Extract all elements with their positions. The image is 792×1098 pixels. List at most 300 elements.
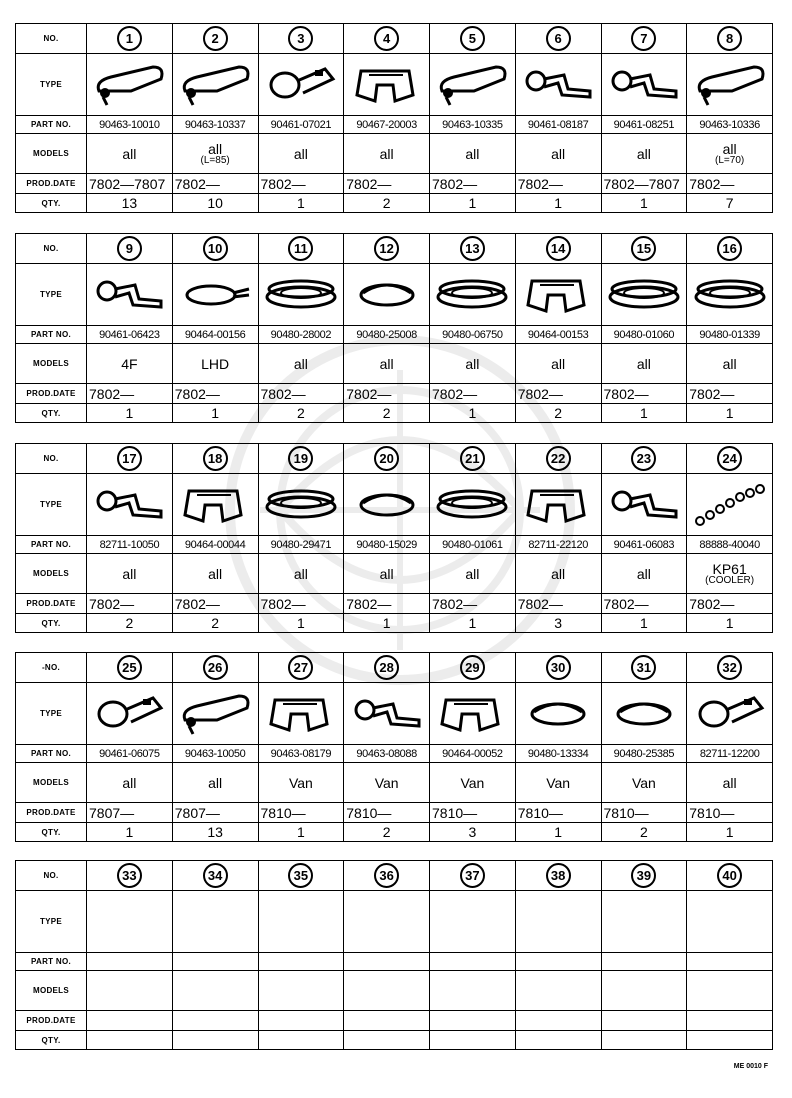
item-number-cell: [172, 653, 258, 683]
model-text: all: [208, 774, 223, 791]
part-type-cell: [601, 54, 687, 116]
prod-date: 7802—: [517, 175, 563, 192]
models-cell: [172, 971, 258, 1011]
model-text: all: [122, 145, 137, 162]
item-number-badge: 30: [546, 655, 571, 680]
models-cell: [87, 134, 173, 174]
clip-icon: [349, 61, 425, 109]
row-label-type: [16, 474, 87, 536]
model-text: all: [208, 565, 223, 582]
item-number-cell: [687, 861, 773, 891]
models-cell: [344, 134, 430, 174]
item-number-badge: 23: [631, 446, 656, 471]
prod-date-cell: [515, 1011, 601, 1031]
qty-value: 3: [554, 615, 563, 631]
qty-value: 1: [125, 405, 134, 421]
model-text: all: [722, 355, 737, 372]
qty-cell: [687, 404, 773, 423]
models-cell: [87, 344, 173, 384]
bracket-clamp-icon: [349, 690, 425, 738]
part-number: 82711-22120: [528, 538, 588, 551]
part-number-cell: [87, 326, 173, 344]
row-prod-date: [16, 1011, 773, 1031]
prod-date-cell: [601, 803, 687, 823]
row-label-qty: [16, 823, 87, 842]
item-number-badge: 7: [631, 26, 656, 51]
part-number-cell: [687, 953, 773, 971]
row-qty: [16, 404, 773, 423]
item-number-badge: 31: [631, 655, 656, 680]
part-number: 82711-12200: [699, 747, 760, 760]
part-type-cell: [344, 683, 430, 745]
model-text: all: [636, 565, 651, 582]
prod-date: 7802—: [432, 385, 478, 402]
models-cell: [344, 763, 430, 803]
row-label-text: NO.: [43, 244, 59, 253]
item-number-cell: [344, 234, 430, 264]
qty-value: 2: [382, 405, 391, 421]
prod-date: 7802—: [89, 595, 135, 612]
row-part-no: [16, 953, 773, 971]
grommet-icon: [434, 271, 510, 319]
prod-date: 7802—: [603, 385, 649, 402]
part-number: 90480-01061: [442, 538, 503, 551]
prod-date: 7802—: [517, 385, 563, 402]
part-number: 90461-07021: [270, 118, 332, 131]
item-number-badge: 32: [717, 655, 742, 680]
model-text: all: [722, 774, 737, 791]
model-text: all: [379, 145, 394, 162]
part-number: 90467-20003: [356, 118, 417, 131]
part-number-cell: [258, 326, 344, 344]
qty-cell: [87, 194, 173, 213]
item-number-badge: 8: [717, 26, 742, 51]
wire-clamp-icon: [91, 690, 167, 738]
qty-cell: [515, 404, 601, 423]
part-type-cell: [172, 474, 258, 536]
p-clamp-with-bolt-icon: [91, 61, 167, 109]
item-number-badge: 2: [203, 26, 228, 51]
prod-date-cell: [601, 1011, 687, 1031]
model-text: all: [465, 355, 480, 372]
part-type-cell: [87, 474, 173, 536]
item-number-badge: 33: [117, 863, 142, 888]
qty-value: 1: [725, 405, 734, 421]
models-cell: [258, 971, 344, 1011]
part-type-cell: [172, 891, 258, 953]
row-no: [16, 24, 773, 54]
prod-date: 7802—: [689, 385, 735, 402]
row-label-text: QTY.: [41, 827, 61, 837]
model-text: all: [636, 145, 651, 162]
item-number-cell: [87, 234, 173, 264]
row-label-prod-date: [16, 174, 87, 194]
prod-date: 7802—: [174, 595, 220, 612]
prod-date: 7810—: [517, 804, 563, 821]
row-label-part-no: [16, 536, 87, 554]
part-number: 90461-06083: [613, 538, 675, 551]
item-number-cell: [515, 234, 601, 264]
row-label-type: [16, 683, 87, 745]
part-number-cell: [601, 116, 687, 134]
prod-date: 7810—: [689, 804, 735, 821]
p-clamp-with-bolt-icon: [177, 61, 253, 109]
part-number-cell: [258, 953, 344, 971]
item-number-cell: [258, 861, 344, 891]
qty-value: 2: [296, 405, 305, 421]
row-no: [16, 234, 773, 264]
part-type-cell: [515, 54, 601, 116]
bracket-clamp-icon: [91, 271, 167, 319]
prod-date-cell: [87, 594, 173, 614]
part-number-cell: [87, 953, 173, 971]
prod-date-cell: [172, 384, 258, 404]
models-cell: [344, 344, 430, 384]
models-cell: [687, 344, 773, 384]
model-text: all: [551, 355, 566, 372]
part-number: 90480-01339: [699, 328, 760, 341]
prod-date-cell: [601, 174, 687, 194]
prod-date-cell: [515, 174, 601, 194]
qty-value: 2: [211, 615, 220, 631]
item-number-cell: [87, 861, 173, 891]
qty-value: 1: [639, 405, 648, 421]
parts-table-1: [15, 23, 773, 213]
prod-date: 7802—7807: [603, 175, 680, 192]
part-number-cell: [172, 953, 258, 971]
part-type-cell: [344, 264, 430, 326]
part-number-cell: [172, 326, 258, 344]
prod-date: 7802—: [260, 595, 306, 612]
item-number-cell: [601, 234, 687, 264]
part-number: 90464-00156: [184, 328, 246, 341]
qty-value: 1: [382, 615, 391, 631]
model-text: all: [551, 565, 566, 582]
bead-chain-icon: [692, 481, 768, 529]
prod-date: 7802—: [432, 175, 478, 192]
qty-value: 1: [639, 195, 648, 211]
models-cell: [430, 554, 516, 594]
row-label-part-no: [16, 116, 87, 134]
grommet-icon: [434, 481, 510, 529]
models-cell: [87, 554, 173, 594]
qty-value: 1: [468, 195, 477, 211]
qty-cell: [515, 194, 601, 213]
item-number-cell: [87, 24, 173, 54]
part-type-cell: [601, 683, 687, 745]
prod-date: 7802—: [89, 385, 135, 402]
prod-date-cell: [687, 174, 773, 194]
part-number: 88888-40040: [699, 538, 760, 551]
qty-cell: [258, 1031, 344, 1050]
item-number-cell: [172, 24, 258, 54]
row-models: [16, 971, 773, 1011]
row-models: [16, 134, 773, 174]
row-label-text: TYPE: [39, 917, 63, 926]
part-type-cell: [87, 54, 173, 116]
item-number-badge: 19: [288, 446, 313, 471]
item-number-cell: [601, 653, 687, 683]
qty-value: 1: [296, 824, 305, 840]
qty-cell: [601, 194, 687, 213]
part-type-cell: [687, 683, 773, 745]
part-type-cell: [687, 264, 773, 326]
part-type-cell: [601, 474, 687, 536]
part-number-cell: [430, 326, 516, 344]
item-number-badge: 5: [460, 26, 485, 51]
item-number-cell: [172, 861, 258, 891]
qty-value: 7: [725, 195, 734, 211]
item-number-cell: [601, 24, 687, 54]
row-label-text: PROD.DATE: [26, 599, 76, 608]
prod-date-cell: [687, 803, 773, 823]
prod-date-cell: [344, 594, 430, 614]
qty-cell: [430, 823, 516, 842]
qty-cell: [430, 614, 516, 633]
part-number: 90480-06750: [442, 328, 503, 341]
part-number-cell: [515, 745, 601, 763]
prod-date-cell: [172, 174, 258, 194]
model-text: all: [122, 565, 137, 582]
qty-cell: [87, 614, 173, 633]
models-cell: [515, 134, 601, 174]
qty-cell: [172, 194, 258, 213]
qty-value: 1: [125, 824, 134, 840]
part-type-cell: [430, 54, 516, 116]
row-label-no: [16, 444, 87, 474]
row-label-text: PROD.DATE: [26, 389, 76, 398]
row-label-text: TYPE: [39, 500, 63, 509]
model-text: Van: [288, 774, 313, 791]
models-cell: [601, 554, 687, 594]
qty-cell: [687, 823, 773, 842]
row-label-qty: [16, 1031, 87, 1050]
part-number: 90461-08187: [527, 118, 589, 131]
part-number: 90463-10335: [442, 118, 503, 131]
row-type: [16, 264, 773, 326]
part-number: 90480-25385: [613, 747, 675, 760]
qty-value: 1: [725, 824, 734, 840]
row-label-text: PROD.DATE: [26, 179, 76, 188]
row-label-text: PROD.DATE: [26, 1016, 76, 1025]
prod-date: 7802—: [260, 175, 306, 192]
part-number-cell: [258, 536, 344, 554]
part-type-cell: [172, 683, 258, 745]
plug-icon: [520, 690, 596, 738]
row-label-prod-date: [16, 1011, 87, 1031]
row-label-text: NO.: [43, 34, 59, 43]
model-subtext: (COOLER): [705, 574, 755, 586]
prod-date: 7802—: [689, 175, 735, 192]
model-text: all: [293, 565, 308, 582]
prod-date: 7807—: [174, 804, 220, 821]
row-label-text: MODELS: [32, 986, 70, 995]
qty-cell: [87, 404, 173, 423]
item-number-badge: 24: [717, 446, 742, 471]
clip-icon: [263, 690, 339, 738]
qty-value: 2: [639, 824, 648, 840]
part-type-cell: [687, 474, 773, 536]
model-text: Van: [631, 774, 656, 791]
item-number-badge: 10: [203, 236, 228, 261]
model-text: KP61: [712, 560, 747, 577]
item-number-badge: 1: [117, 26, 142, 51]
row-label-models: [16, 971, 87, 1011]
item-number-badge: 18: [203, 446, 228, 471]
qty-cell: [172, 823, 258, 842]
part-number: 90480-29471: [270, 538, 332, 551]
bracket-clamp-icon: [520, 61, 596, 109]
models-cell: [258, 763, 344, 803]
part-type-cell: [87, 891, 173, 953]
row-label-models: [16, 763, 87, 803]
item-number-cell: [687, 234, 773, 264]
item-number-cell: [87, 653, 173, 683]
row-label-prod-date: [16, 594, 87, 614]
item-number-cell: [687, 444, 773, 474]
row-label-text: NO.: [43, 454, 59, 463]
prod-date: 7802—: [346, 595, 392, 612]
part-number: 90480-28002: [270, 328, 332, 341]
row-no: [16, 653, 773, 683]
row-label-part-no: [16, 326, 87, 344]
row-label-prod-date: [16, 384, 87, 404]
part-number: 90464-00052: [442, 747, 503, 760]
part-number-cell: [344, 745, 430, 763]
prod-date-cell: [515, 384, 601, 404]
part-number: 90480-15029: [356, 538, 417, 551]
prod-date-cell: [515, 803, 601, 823]
item-number-cell: [258, 234, 344, 264]
item-number-badge: 37: [460, 863, 485, 888]
qty-value: 1: [725, 615, 734, 631]
bracket-clamp-icon: [606, 481, 682, 529]
qty-value: 1: [554, 824, 563, 840]
qty-value: 1: [296, 195, 305, 211]
plug-icon: [349, 481, 425, 529]
prod-date: 7807—: [89, 804, 135, 821]
part-number: 90463-10337: [184, 118, 246, 131]
models-cell: [344, 554, 430, 594]
prod-date: 7810—: [346, 804, 392, 821]
item-number-badge: 20: [374, 446, 399, 471]
models-cell: [687, 134, 773, 174]
qty-cell: [258, 194, 344, 213]
row-label-models: [16, 344, 87, 384]
grommet-icon: [692, 271, 768, 319]
row-label-qty: [16, 404, 87, 423]
item-number-badge: 40: [717, 863, 742, 888]
qty-cell: [601, 614, 687, 633]
row-part-no: [16, 326, 773, 344]
model-text: 4F: [121, 355, 138, 372]
prod-date-cell: [258, 174, 344, 194]
row-label-text: QTY.: [41, 408, 61, 418]
item-number-badge: 9: [117, 236, 142, 261]
prod-date-cell: [601, 384, 687, 404]
row-models: [16, 554, 773, 594]
qty-cell: [430, 404, 516, 423]
prod-date-cell: [430, 174, 516, 194]
part-number: 90480-25008: [356, 328, 417, 341]
row-label-text: PART NO.: [30, 120, 72, 129]
item-number-badge: 39: [631, 863, 656, 888]
prod-date-cell: [172, 594, 258, 614]
prod-date: 7802—: [517, 595, 563, 612]
row-label-text: QTY.: [41, 1035, 61, 1045]
part-number-cell: [515, 536, 601, 554]
qty-cell: [344, 823, 430, 842]
models-cell: [601, 134, 687, 174]
part-type-cell: [515, 264, 601, 326]
part-type-cell: [430, 474, 516, 536]
part-number: 90464-00153: [527, 328, 589, 341]
qty-value: 2: [382, 824, 391, 840]
qty-value: 10: [207, 195, 223, 211]
models-cell: [258, 344, 344, 384]
row-qty: [16, 823, 773, 842]
models-cell: [258, 554, 344, 594]
row-label-text: PART NO.: [30, 957, 72, 966]
part-number-cell: [515, 326, 601, 344]
clip-icon: [520, 271, 596, 319]
part-type-cell: [87, 683, 173, 745]
row-label-text: MODELS: [32, 149, 70, 158]
item-number-cell: [687, 24, 773, 54]
prod-date-cell: [430, 803, 516, 823]
item-number-cell: [344, 653, 430, 683]
item-number-badge: 11: [288, 236, 313, 261]
item-number-cell: [430, 444, 516, 474]
models-cell: [258, 134, 344, 174]
qty-cell: [687, 614, 773, 633]
item-number-badge: 22: [546, 446, 571, 471]
qty-value: 1: [296, 615, 305, 631]
part-number-cell: [515, 953, 601, 971]
prod-date: 7802—: [346, 385, 392, 402]
item-number-badge: 36: [374, 863, 399, 888]
item-number-cell: [258, 24, 344, 54]
item-number-cell: [344, 861, 430, 891]
part-number-cell: [430, 745, 516, 763]
qty-cell: [87, 823, 173, 842]
model-subtext: (L=85): [200, 154, 230, 166]
row-label-type: [16, 54, 87, 116]
part-type-cell: [258, 683, 344, 745]
part-number-cell: [601, 326, 687, 344]
parts-table-3: [15, 443, 773, 633]
part-number-cell: [87, 116, 173, 134]
plug-icon: [349, 271, 425, 319]
clip-icon: [177, 481, 253, 529]
prod-date-cell: [87, 174, 173, 194]
prod-date: 7810—: [260, 804, 306, 821]
row-label-text: TYPE: [39, 290, 63, 299]
part-number-cell: [172, 745, 258, 763]
part-number-cell: [344, 116, 430, 134]
prod-date-cell: [687, 384, 773, 404]
part-number-cell: [344, 536, 430, 554]
item-number-cell: [515, 444, 601, 474]
item-number-cell: [515, 861, 601, 891]
qty-value: 1: [468, 615, 477, 631]
prod-date-cell: [258, 384, 344, 404]
part-type-cell: [258, 891, 344, 953]
prod-date: 7802—: [260, 385, 306, 402]
row-label-no: [16, 861, 87, 891]
qty-cell: [172, 614, 258, 633]
item-number-cell: [430, 653, 516, 683]
